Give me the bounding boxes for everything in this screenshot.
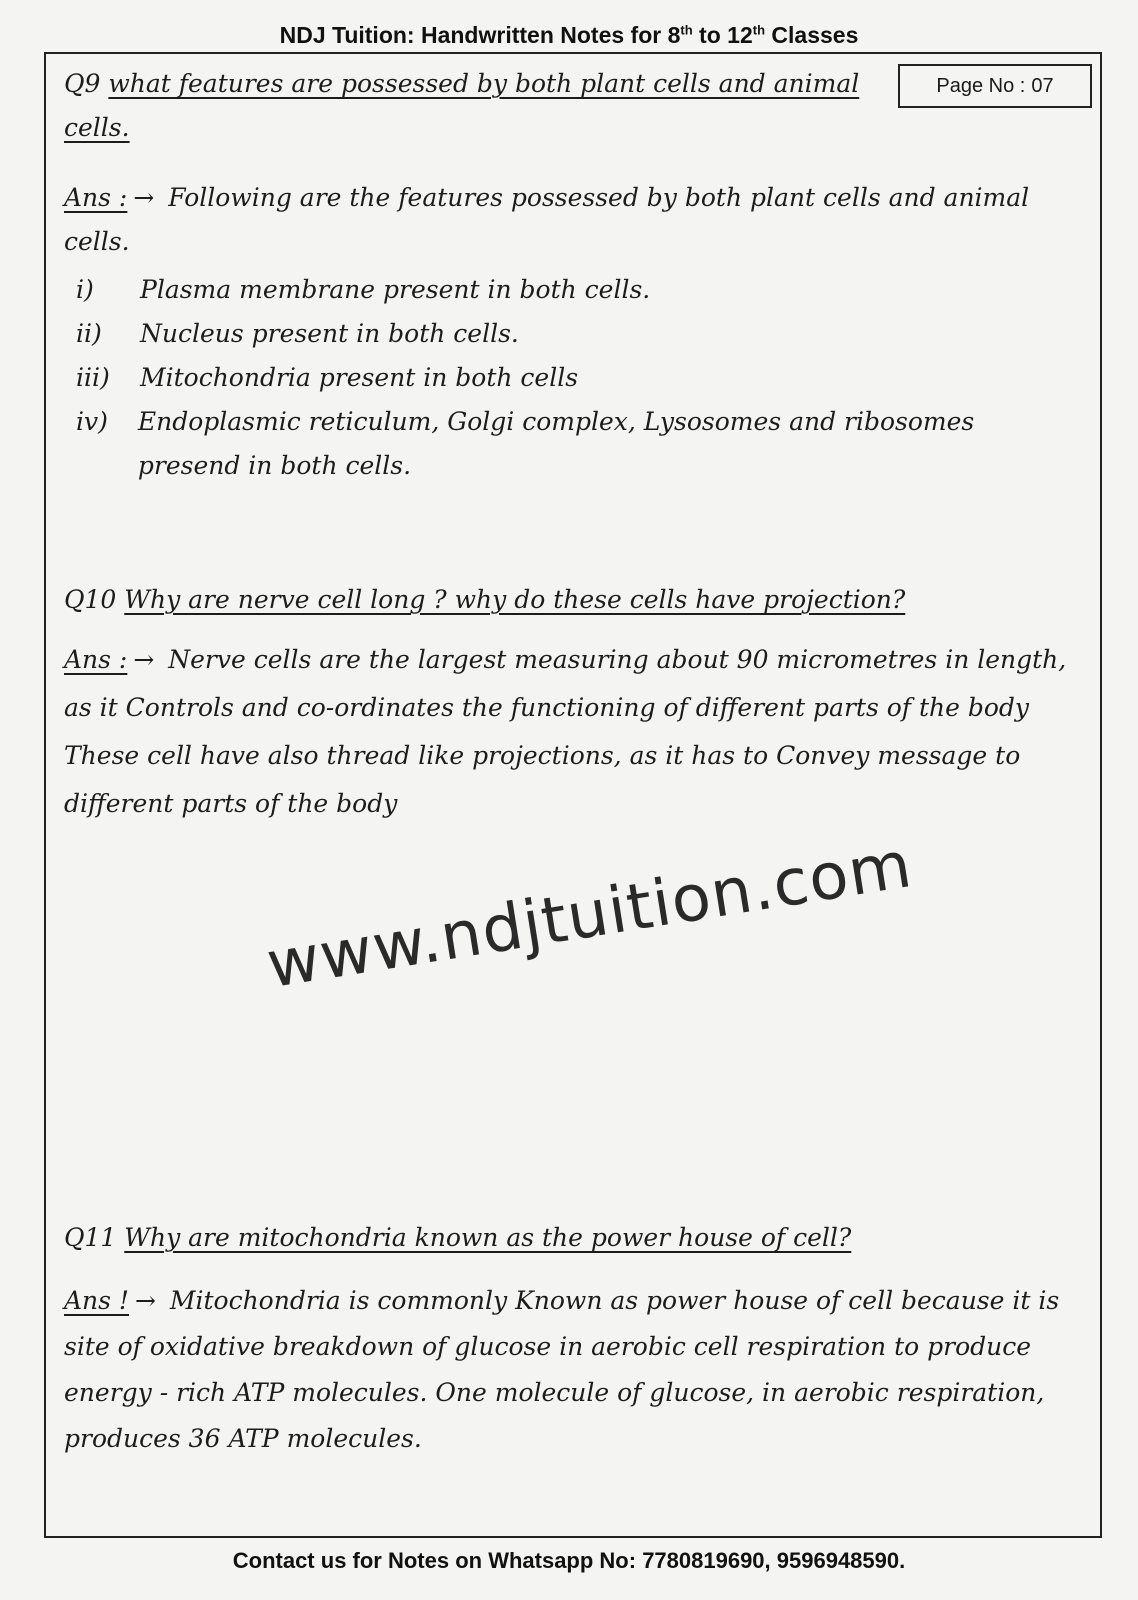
answer-11 — [64, 1278, 1084, 1462]
q10-ans-label: Ans : — [64, 645, 128, 674]
page-header — [0, 22, 1138, 49]
list-item — [64, 312, 1084, 356]
answer-9 — [64, 176, 1084, 488]
q10-answer: Nerve cells are the largest measuring about 90 micrometres in length, as it Controls and co-ordinates the functioning of different parts of the body These cell have also thread like projections, as it has to Convey message to different parts of the body — [64, 645, 1067, 818]
q10-label: Q10 — [64, 585, 117, 614]
q9-feature-list — [64, 268, 1084, 488]
list-item-text: Nucleus present in both cells. — [140, 319, 519, 348]
question-11 — [64, 1216, 1084, 1260]
question-9 — [64, 62, 884, 150]
header-text-3: Classes — [765, 22, 859, 48]
list-item-text: Mitochondria present in both cells — [140, 363, 579, 392]
arrow-icon: → — [134, 1286, 156, 1315]
list-item — [64, 268, 1084, 312]
q11-label: Q11 — [64, 1223, 117, 1252]
list-item-text: Plasma membrane present in both cells. — [140, 275, 651, 304]
arrow-icon: → — [133, 645, 155, 674]
header-text-1: NDJ Tuition: Handwritten Notes for 8 — [279, 22, 681, 48]
header-sup-2: th — [752, 22, 766, 38]
website-watermark: www.ndjtuition.com — [262, 828, 918, 1004]
q9-question: what features are possessed by both plant cells and animal cells. — [64, 69, 860, 142]
q9-ans-label: Ans : — [64, 183, 128, 212]
list-item — [64, 356, 1084, 400]
answer-10 — [64, 636, 1084, 828]
page-number-label: Page No : — [936, 74, 1026, 97]
contact-footer: Contact us for Notes on Whatsapp No: 7780819690, 9596948590. — [232, 1548, 906, 1573]
header-sup-1: th — [680, 22, 693, 38]
list-item-text: Endoplasmic reticulum, Golgi complex, Lysosomes and ribosomes presend in both cells. — [137, 407, 975, 480]
list-item-number: i) — [76, 275, 94, 304]
q9-label: Q9 — [64, 69, 101, 98]
q9-intro: Following are the features possessed by both plant cells and animal cells. — [64, 183, 1030, 256]
q11-ans-label: Ans ! — [64, 1286, 129, 1315]
list-item-number: iv) — [76, 407, 108, 436]
list-item — [64, 400, 1084, 488]
list-item-number: iii) — [76, 363, 110, 392]
q11-question: Why are mitochondria known as the power house of cell? — [124, 1223, 852, 1252]
page-number-box — [898, 64, 1092, 108]
question-10 — [64, 578, 1084, 622]
arrow-icon: → — [133, 183, 155, 212]
page-number-value: 07 — [1031, 74, 1054, 97]
q10-question: Why are nerve cell long ? why do these cells have projection? — [124, 585, 906, 614]
header-text-2: to 12 — [692, 22, 753, 48]
q11-answer: Mitochondria is commonly Known as power house of cell because it is site of oxidative breakdown of glucose in aerobic cell respiration to produce energy - rich ATP molecules. One molecule of glucose, in aerobic respiration, produces 36 ATP molecules. — [64, 1286, 1060, 1453]
list-item-number: ii) — [76, 319, 102, 348]
